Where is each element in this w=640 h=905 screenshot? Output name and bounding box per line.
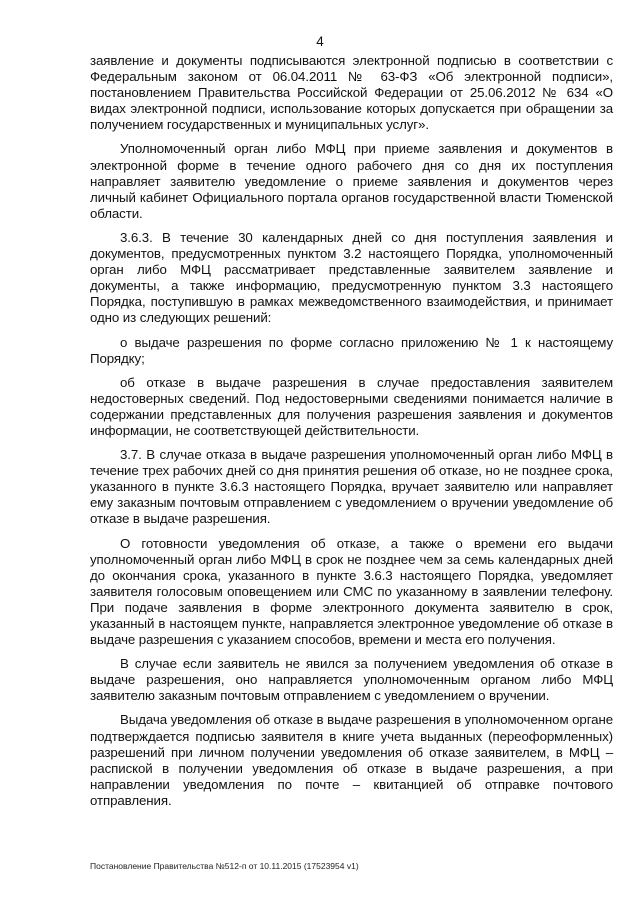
paragraph: Уполномоченный орган либо МФЦ при приеме заявления и документов в электронной форме в течение одного рабочего дня со дня их поступления направляет заявителю уведомление о приеме заявления и документов через личный кабинет Официального портала органов государственной власти Тюменской области. xyxy=(90,141,613,221)
page-number: 4 xyxy=(316,34,324,49)
paragraph: О готовности уведомления об отказе, а также о времени его выдачи уполномоченный орган либо МФЦ в срок не позднее чем за семь календарных дней до окончания срока, указанного в пункте 3.6.3 настоящего Порядка, уведомляет заявителя голосовым оповещением или СМС по указанному в заявлении телефону. При подаче заявления в форме электронного документа заявителю в срок, указанный в настоящем пункте, направляется электронное уведомление об отказе в выдаче разрешения с указанием способов, времени и места его получения. xyxy=(90,535,613,648)
document-body xyxy=(90,53,613,817)
paragraph: 3.6.3. В течение 30 календарных дней со дня поступления заявления и документов, предусмотренных пунктом 3.2 настоящего Порядка, уполномоченный орган либо МФЦ рассматривает представленные заявителем заявление и документы, а также информацию, предусмотренную пунктом 3.3 настоящего Порядка, поступившую в рамках межведомственного взаимодействия, и принимает одно из следующих решений: xyxy=(90,229,613,326)
paragraph: Выдача уведомления об отказе в выдаче разрешения в уполномоченном органе подтверждается подписью заявителя в книге учета выданных (переоформленных) разрешений при личном получении уведомления об отказе заявителем, в МФЦ – распиской в получении уведомления об отказе в выдаче разрешения, а при направлении уведомления по почте – квитанцией об отправке почтового отправления. xyxy=(90,712,613,808)
paragraph: В случае если заявитель не явился за получением уведомления об отказе в выдаче разрешения, оно направляется уполномоченным органом либо МФЦ заявителю заказным почтовым отправлением с уведомлением о вручении. xyxy=(90,656,613,704)
paragraph-continuation: заявление и документы подписываются электронной подписью в соответствии с Федеральным законом от 06.04.2011 № 63-ФЗ «Об электронной подписи», постановлением Правительства Российской Федерации от 25.06.2012 № 634 «О видах электронной подписи, использование которых допускается при обращении за получением государственных и муниципальных услуг». xyxy=(90,53,613,133)
paragraph: о выдаче разрешения по форме согласно приложению № 1 к настоящему Порядку; xyxy=(90,334,613,366)
paragraph: 3.7. В случае отказа в выдаче разрешения уполномоченный орган либо МФЦ в течение трех рабочих дней со дня принятия решения об отказе, но не позднее срока, указанного в пункте 3.6.3 настоящего Порядка, вручает заявителю или направляет ему заказным почтовым отправлением с уведомлением о вручении уведомление об отказе в выдаче разрешения. xyxy=(90,447,613,527)
paragraph: об отказе в выдаче разрешения в случае предоставления заявителем недостоверных сведений. Под недостоверными сведениями понимается наличие в содержании представленных для получения разрешения заявления и документов информации, не соответствующей действительности. xyxy=(90,374,613,438)
document-footer: Постановление Правительства №512-п от 10.11.2015 (17523954 v1) xyxy=(90,861,359,871)
